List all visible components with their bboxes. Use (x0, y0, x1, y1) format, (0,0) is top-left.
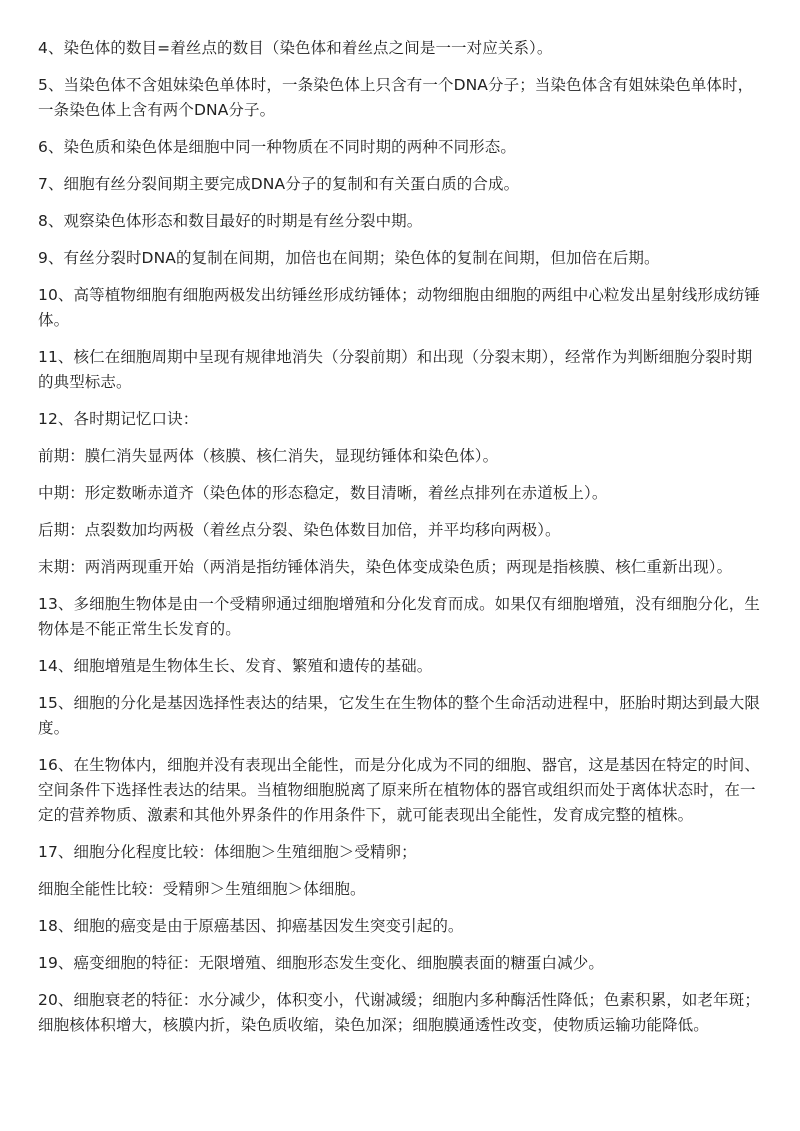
item-18: 18、细胞的癌变是由于原癌基因、抑癌基因发生突变引起的。 (38, 917, 464, 935)
mnemonic-prophase: 前期：膜仁消失显两体（核膜、核仁消失，显现纺锤体和染色体）。 (38, 447, 499, 465)
item-17: 17、细胞分化程度比较：体细胞＞生殖细胞＞受精卵； (38, 843, 417, 861)
document-body (38, 36, 760, 1050)
item-14: 14、细胞增殖是生物体生长、发育、繁殖和遗传的基础。 (38, 657, 433, 675)
item-8: 8、观察染色体形态和数目最好的时期是有丝分裂中期。 (38, 212, 423, 230)
item-4: 4、染色体的数目=着丝点的数目（染色体和着丝点之间是一一对应关系）。 (38, 39, 553, 57)
mnemonic-telophase: 末期：两消两现重开始（两消是指纺锤体消失，染色体变成染色质；两现是指核膜、核仁重新出现）。 (38, 558, 733, 576)
item-10: 10、高等植物细胞有细胞两极发出纺锤丝形成纺锤体；动物细胞由细胞的两组中心粒发出星射线形成纺锤体。 (38, 286, 760, 329)
item-19: 19、癌变细胞的特征：无限增殖、细胞形态发生变化、细胞膜表面的糖蛋白减少。 (38, 954, 604, 972)
item-13: 13、多细胞生物体是由一个受精卵通过细胞增殖和分化发育而成。如果仅有细胞增殖，没有细胞分化，生物体是不能正常生长发育的。 (38, 595, 760, 638)
item-6: 6、染色质和染色体是细胞中同一种物质在不同时期的两种不同形态。 (38, 138, 516, 156)
mnemonic-metaphase: 中期：形定数晰赤道齐（染色体的形态稳定，数目清晰，着丝点排列在赤道板上）。 (38, 484, 608, 502)
item-20: 20、细胞衰老的特征：水分减少，体积变小，代谢减缓；细胞内多种酶活性降低；色素积累，如老年斑；细胞核体积增大，核膜内折，染色质收缩，染色加深；细胞膜通透性改变，使物质运输功能降低。 (38, 991, 760, 1034)
item-17-totipotency: 细胞全能性比较：受精卵＞生殖细胞＞体细胞。 (38, 880, 366, 898)
item-15: 15、细胞的分化是基因选择性表达的结果，它发生在生物体的整个生命活动进程中，胚胎时期达到最大限度。 (38, 694, 760, 737)
item-11: 11、核仁在细胞周期中呈现有规律地消失（分裂前期）和出现（分裂末期），经常作为判断细胞分裂时期的典型标志。 (38, 348, 753, 391)
item-9: 9、有丝分裂时DNA的复制在间期，加倍也在间期；染色体的复制在间期，但加倍在后期。 (38, 249, 660, 267)
item-7: 7、细胞有丝分裂间期主要完成DNA分子的复制和有关蛋白质的合成。 (38, 175, 520, 193)
item-5: 5、当染色体不含姐妹染色单体时，一条染色体上只含有一个DNA分子；当染色体含有姐妹染色单体时，一条染色体上含有两个DNA分子。 (38, 76, 754, 119)
mnemonic-anaphase: 后期：点裂数加均两极（着丝点分裂、染色体数目加倍，并平均移向两极）。 (38, 521, 561, 539)
item-16: 16、在生物体内，细胞并没有表现出全能性，而是分化成为不同的细胞、器官，这是基因在特定的时间、空间条件下选择性表达的结果。当植物细胞脱离了原来所在植物体的器官或组织而处于离体状态时，在一定的营养物质、激素和其他外界条件的作用条件下，就可能表现出全能性，发育成完整的植株。 (38, 756, 760, 824)
item-12-heading: 12、各时期记忆口诀： (38, 410, 199, 428)
